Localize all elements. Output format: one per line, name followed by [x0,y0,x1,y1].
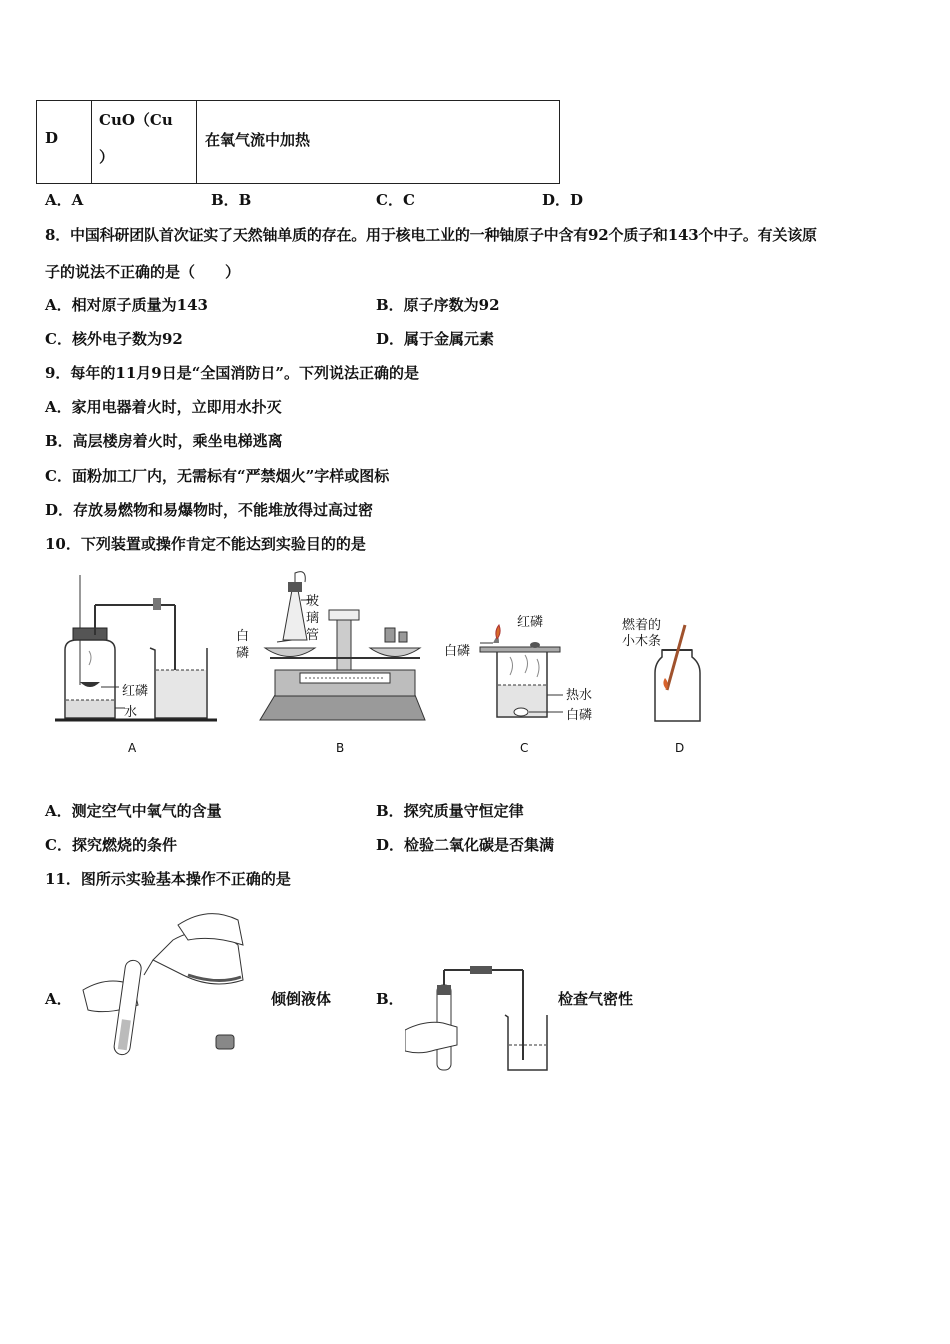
label-d-burning-stick-2: 小木条 [622,634,662,649]
table-col1: D [45,129,59,147]
q8-option-c: C．核外电子数为92 [45,330,183,348]
q7-option-c: C．C [376,191,415,209]
label-a-red-phosphorus: 红磷 [122,684,149,699]
caption-c: C [520,741,529,755]
caption-b: B [336,741,345,755]
label-c-white-phosphorus-bottom: 白磷 [566,708,593,723]
label-b-white-1: 白 [236,629,250,644]
q11-stem: 11．图所示实验基本操作不正确的是 [45,870,291,888]
table-col2-line2: ） [99,148,115,166]
q8-option-a: A．相对原子质量为143 [45,296,208,314]
table-col2-line1: CuO（Cu [99,111,173,129]
q8-stem-line2: 子的说法不正确的是（ ） [45,263,241,281]
q8-option-b: B．原子序数为92 [376,296,500,314]
apparatus-b-figure [255,570,430,730]
q9-option-a: A．家用电器着火时，立即用水扑灭 [45,398,282,416]
q10-option-a: A．测定空气中氧气的含量 [45,802,222,820]
q11-option-a-letter: A． [45,990,72,1008]
label-a-water: 水 [124,705,138,720]
label-b-glass-1: 玻 [306,594,320,609]
label-c-red-phosphorus: 红磷 [517,615,544,630]
q11-option-a-text: 倾倒液体 [271,990,332,1008]
q11-option-b-letter: B． [376,990,404,1008]
q10-option-d: D．检验二氧化碳是否集满 [376,836,555,854]
caption-d: D [675,741,685,755]
q7-option-a: A．A [45,191,84,209]
q9-stem: 9．每年的11月9日是“全国消防日”。下列说法正确的是 [45,364,420,382]
q9-option-d: D．存放易燃物和易爆物时，不能堆放得过高过密 [45,501,374,519]
apparatus-a-figure [55,570,225,730]
q8-option-d: D．属于金属元素 [376,330,495,348]
q7-option-b: B．B [211,191,252,209]
label-b-glass-2: 璃 [306,611,320,626]
label-c-white-phosphorus-top: 白磷 [444,644,471,659]
caption-a: A [128,741,137,755]
q11-option-b-text: 检查气密性 [558,990,634,1008]
label-b-white-2: 磷 [236,646,250,661]
q10-stem: 10．下列装置或操作肯定不能达到实验目的的是 [45,535,366,553]
q9-option-c: C．面粉加工厂内，无需标有“严禁烟火”字样或图标 [45,467,390,485]
pouring-liquid-figure [78,905,258,1060]
label-d-burning-stick-1: 燃着的 [622,618,662,633]
q10-option-c: C．探究燃烧的条件 [45,836,177,854]
q10-option-b: B．探究质量守恒定律 [376,802,524,820]
label-c-hot-water: 热水 [566,688,593,703]
q9-option-b: B．高层楼房着火时，乘坐电梯逃离 [45,432,283,450]
table-col3: 在氧气流中加热 [205,131,311,149]
airtightness-check-figure [405,965,555,1075]
q8-stem-line1: 8．中国科研团队首次证实了天然铀单质的存在。用于核电工业的一种铀原子中含有92个质子和143个中子。有关该原 [45,226,817,244]
q7-option-d: D．D [542,191,584,209]
label-b-glass-3: 管 [306,628,320,643]
